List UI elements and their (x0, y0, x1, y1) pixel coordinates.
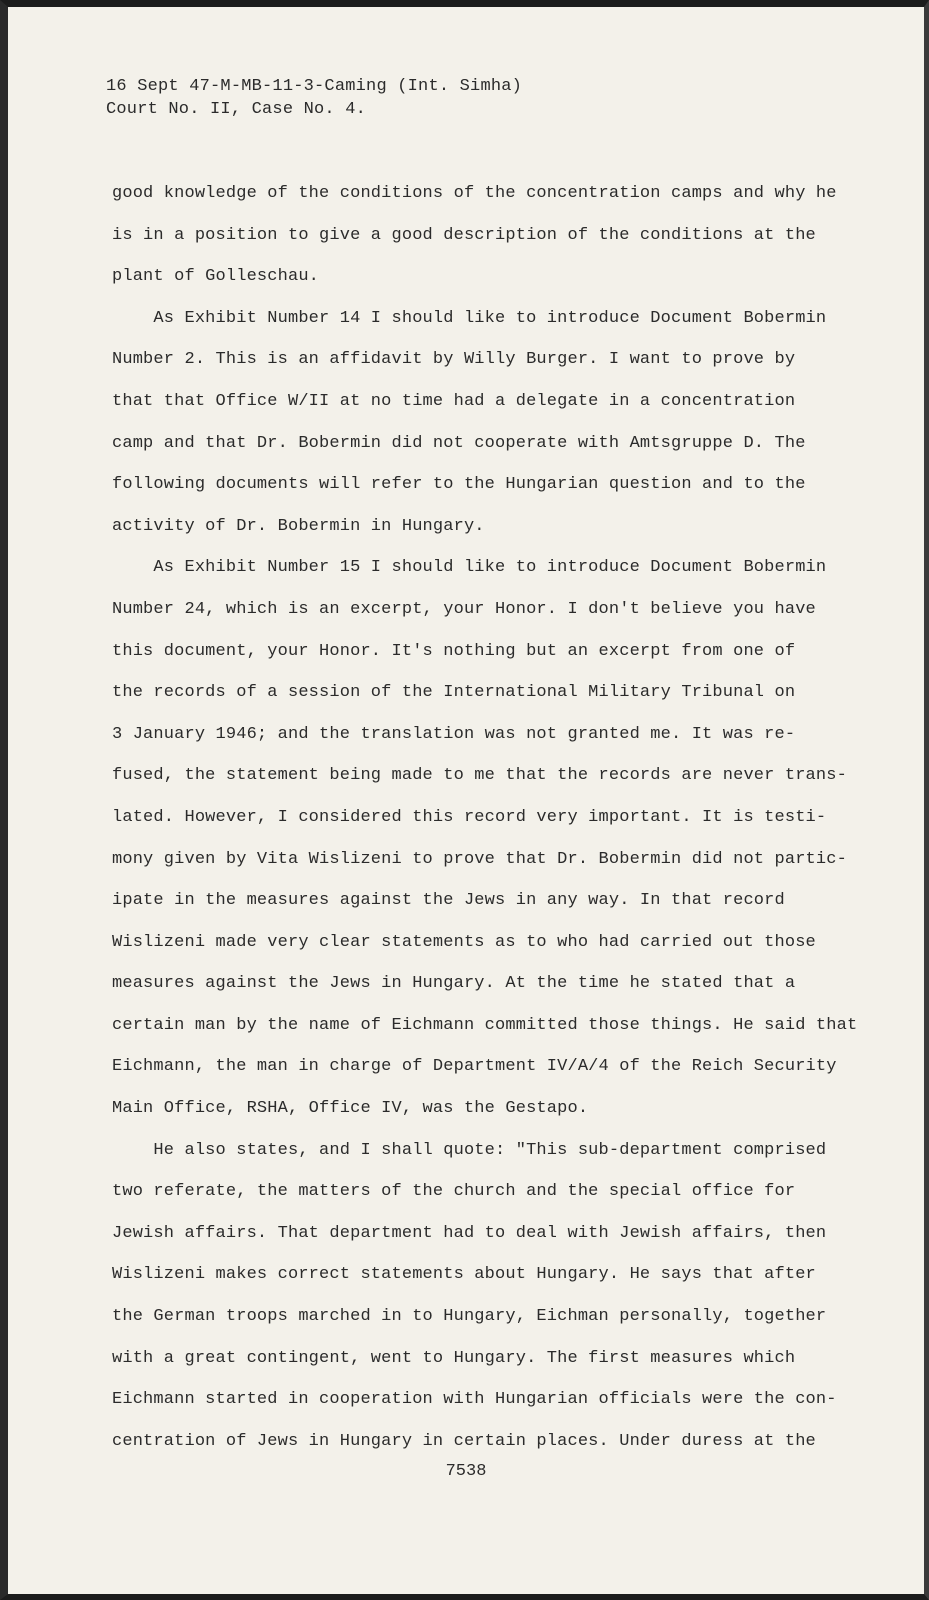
header-court-case: Court No. II, Case No. 4. (106, 100, 367, 119)
transcript-line: plant of Golleschau. (112, 267, 320, 287)
transcript-line: is in a position to give a good description of the conditions at the (112, 225, 816, 245)
transcript-line: Main Office, RSHA, Office IV, was the Gestapo. (112, 1099, 589, 1119)
transcript-line: Eichmann, the man in charge of Department IV/A/4 of the Reich Security (112, 1057, 837, 1077)
transcript-body (112, 173, 872, 1462)
transcript-line: activity of Dr. Bobermin in Hungary. (112, 516, 485, 536)
transcript-line: 3 January 1946; and the translation was not granted me. It was re- (112, 724, 796, 744)
transcript-line: Number 2. This is an affidavit by Willy Burger. I want to prove by (112, 350, 796, 370)
transcript-line: the records of a session of the International Military Tribunal on (112, 683, 796, 703)
transcript-line: the German troops marched in to Hungary, Eichman personally, together (112, 1307, 827, 1327)
transcript-line: ipate in the measures against the Jews in any way. In that record (112, 891, 785, 911)
transcript-line: Wislizeni made very clear statements as to who had carried out those (112, 932, 816, 952)
transcript-line: good knowledge of the conditions of the concentration camps and why he (112, 184, 837, 203)
transcript-line: Eichmann started in cooperation with Hungarian officials were the con- (112, 1390, 837, 1410)
transcript-line: that that Office W/II at no time had a delegate in a concentration (112, 391, 796, 411)
transcript-line: two referate, the matters of the church and the special office for (112, 1182, 796, 1202)
transcript-line: following documents will refer to the Hungarian question and to the (112, 475, 806, 495)
transcript-line: As Exhibit Number 14 I should like to introduce Document Bobermin (112, 308, 827, 328)
header-case-reference: 16 Sept 47-M-MB-11-3-Caming (Int. Simha) (106, 77, 523, 96)
transcript-line: this document, your Honor. It's nothing but an excerpt from one of (112, 641, 796, 661)
transcript-line: with a great contingent, went to Hungary. The first measures which (112, 1348, 796, 1368)
transcript-line: centration of Jews in Hungary in certain places. Under duress at the (112, 1431, 816, 1451)
transcript-line: Wislizeni makes correct statements about Hungary. He says that after (112, 1265, 816, 1285)
transcript-line: certain man by the name of Eichmann committed those things. He said that (112, 1015, 858, 1035)
transcript-line: Number 24, which is an excerpt, your Honor. I don't believe you have (112, 599, 816, 619)
page-number: 7538 (445, 1462, 487, 1481)
transcript-line: As Exhibit Number 15 I should like to introduce Document Bobermin (112, 558, 827, 578)
transcript-line: measures against the Jews in Hungary. At the time he stated that a (112, 974, 796, 994)
transcript-line: lated. However, I considered this record very important. It is testi- (112, 807, 827, 827)
transcript-line: fused, the statement being made to me that the records are never trans- (112, 766, 847, 786)
transcript-line: He also states, and I shall quote: "This sub-department comprised (112, 1140, 827, 1160)
transcript-line: camp and that Dr. Bobermin did not cooperate with Amtsgruppe D. The (112, 433, 806, 453)
transcript-line: mony given by Vita Wislizeni to prove that Dr. Bobermin did not partic- (112, 849, 847, 869)
document-header (106, 75, 522, 121)
transcript-line: Jewish affairs. That department had to deal with Jewish affairs, then (112, 1223, 827, 1243)
